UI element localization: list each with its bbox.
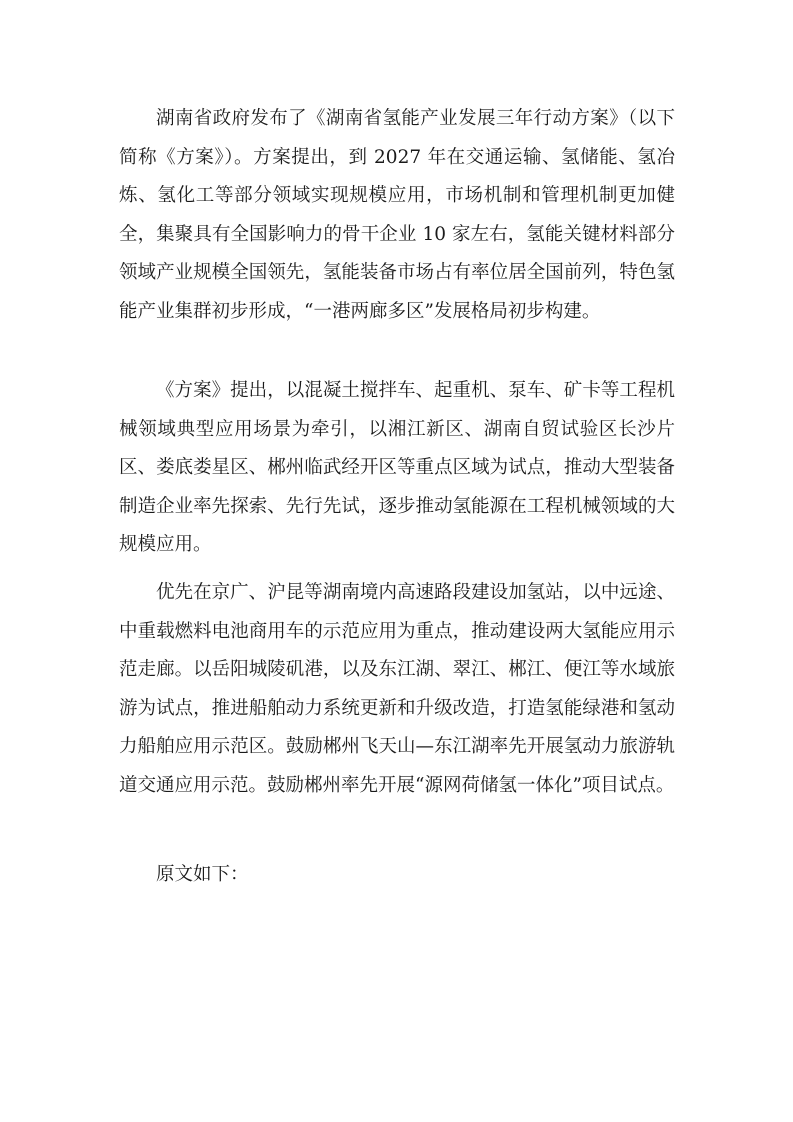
paragraph-action-plan-summary: 湖南省政府发布了《湖南省氢能产业发展三年行动方案》（以下简称《方案》）。方案提出，到 2027 年在交通运输、氢储能、氢冶炼、氢化工等部分领域实现规模应用，市场机制和管理机制更加健全，集聚具有全国影响力的骨干企业 10 家左右，氢能关键材料部分领域产业规模全国领先，氢能装备市场占有率位居全国前列，特色氢能产业集群初步形成，“一港两廊多区”发展格局初步构建。: [119, 108, 675, 322]
paragraph-engineering-machinery: 《方案》提出，以混凝土搅拌车、起重机、泵车、矿卡等工程机械领域典型应用场景为牵引，以湘江新区、湖南自贸试验区长沙片区、娄底娄星区、郴州临武经开区等重点区域为试点，推动大型装备制造企业率先探索、先行先试，逐步推动氢能源在工程机械领域的大规模应用。: [119, 380, 675, 556]
paragraph-original-text-intro: 原文如下：: [156, 864, 249, 885]
paragraph-transport-corridors: 优先在京广、沪昆等湖南境内高速路段建设加氢站，以中远途、中重载燃料电池商用车的示范应用为重点，推动建设两大氢能应用示范走廊。以岳阳城陵矶港，以及东江湖、翠江、郴江、便江等水域旅游为试点，推进船舶动力系统更新和升级改造，打造氢能绿港和氢动力船舶应用示范区。鼓励郴州飞天山—东江湖率先开展氢动力旅游轨道交通应用示范。鼓励郴州率先开展“源网荷储氢一体化”项目试点。: [119, 582, 675, 796]
